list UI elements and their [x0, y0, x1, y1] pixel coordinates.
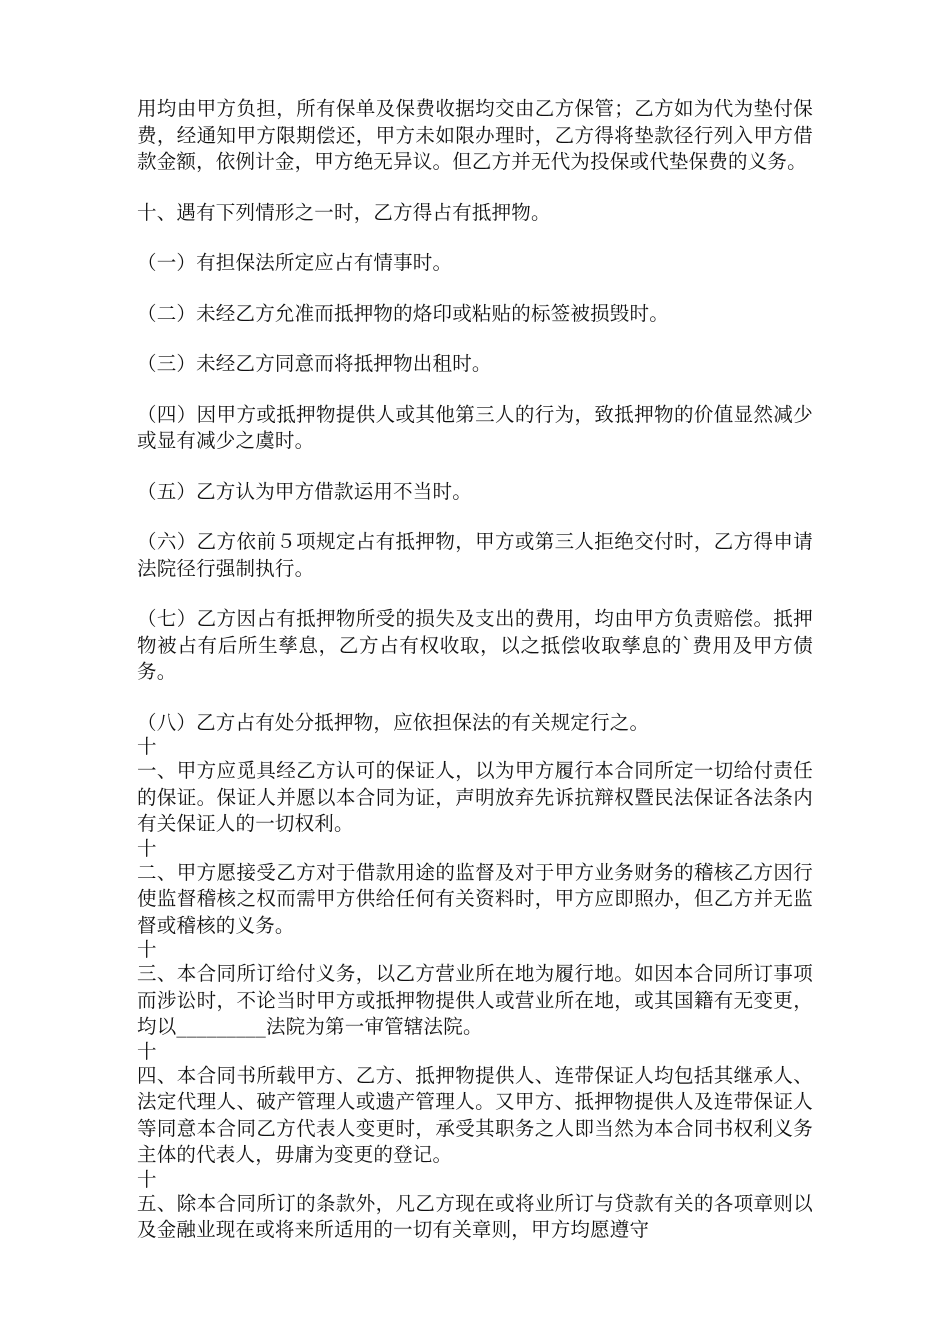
clause-13-number-prefix: 十 — [137, 938, 157, 961]
clause-13-body: 三、本合同所订给付义务，以乙方营业所在地为履行地。如因本合同所订事项而涉讼时，不论当时甲方或抵押物提供人或营业所在地，或其国籍有无变更，均以_________法院为第一审管辖法院。 — [137, 962, 813, 1038]
clause-11-body: 一、甲方应觅具经乙方认可的保证人，以为甲方履行本合同所定一切给付责任的保证。保证人并愿以本合同为证，声明放弃先诉抗辩权暨民法保证各法条内有关保证人的一切权利。 — [137, 759, 813, 835]
clause-10-item-7: （七）乙方因占有抵押物所受的损失及支出的费用，均由甲方负责赔偿。抵押物被占有后所生孳息，乙方占有权收取，以之抵偿收取孳息的`费用及甲方债务。 — [137, 607, 813, 683]
clause-15-body: 五、除本合同所订的条款外，凡乙方现在或将业所订与贷款有关的各项章则以及金融业现在或将来所适用的一切有关章则，甲方均愿遵守 — [137, 1191, 813, 1241]
clause-11-number-prefix: 十 — [137, 735, 157, 758]
clause-10-item-3: （三）未经乙方同意而将抵押物出租时。 — [137, 352, 492, 375]
clause-12-number-prefix: 十 — [137, 836, 157, 860]
clause-10-item-5: （五）乙方认为甲方借款运用不当时。 — [137, 479, 472, 503]
clause-10-item-1: （一）有担保法所定应占有情事时。 — [137, 251, 453, 274]
clause-14-number-prefix: 十 — [137, 1039, 157, 1063]
clause-10-item-8: （八）乙方占有处分抵押物，应依担保法的有关规定行之。 — [137, 710, 650, 734]
clause-15-number-prefix: 十 — [137, 1167, 157, 1191]
clause-10-item-4: （四）因甲方或抵押物提供人或其他第三人的行为，致抵押物的价值显然减少或显有减少之虞时。 — [137, 402, 813, 452]
clause-10-heading: 十、遇有下列情形之一时，乙方得占有抵押物。 — [137, 200, 551, 224]
clause-12-body: 二、甲方愿接受乙方对于借款用途的监督及对于甲方业务财务的稽核乙方因行使监督稽核之权而需甲方供给任何有关资料时，甲方应即照办，但乙方并无监督或稽核的义务。 — [137, 860, 813, 937]
paragraph-insurance-cost: 用均由甲方负担，所有保单及保费收据均交由乙方保管；乙方如为代为垫付保费，经通知甲方限期偿还，甲方未如限办理时，乙方得将垫款径行列入甲方借款金额，依例计金，甲方绝无异议。但乙方并无代为投保或代垫保费的义务。 — [137, 97, 813, 173]
clause-10-item-2: （二）未经乙方允准而抵押物的烙印或粘贴的标签被损毁时。 — [137, 301, 669, 325]
document-page — [137, 96, 813, 1244]
clause-10-item-6: （六）乙方依前５项规定占有抵押物，甲方或第三人拒绝交付时，乙方得申请法院径行强制执行。 — [137, 530, 813, 580]
clause-14-body: 四、本合同书所载甲方、乙方、抵押物提供人、连带保证人均包括其继承人、法定代理人、破产管理人或遗产管理人。又甲方、抵押物提供人及连带保证人等同意本合同乙方代表人变更时，承受其职务之人即当然为本合同书权利义务主体的代表人，毋庸为变更的登记。 — [137, 1063, 813, 1166]
